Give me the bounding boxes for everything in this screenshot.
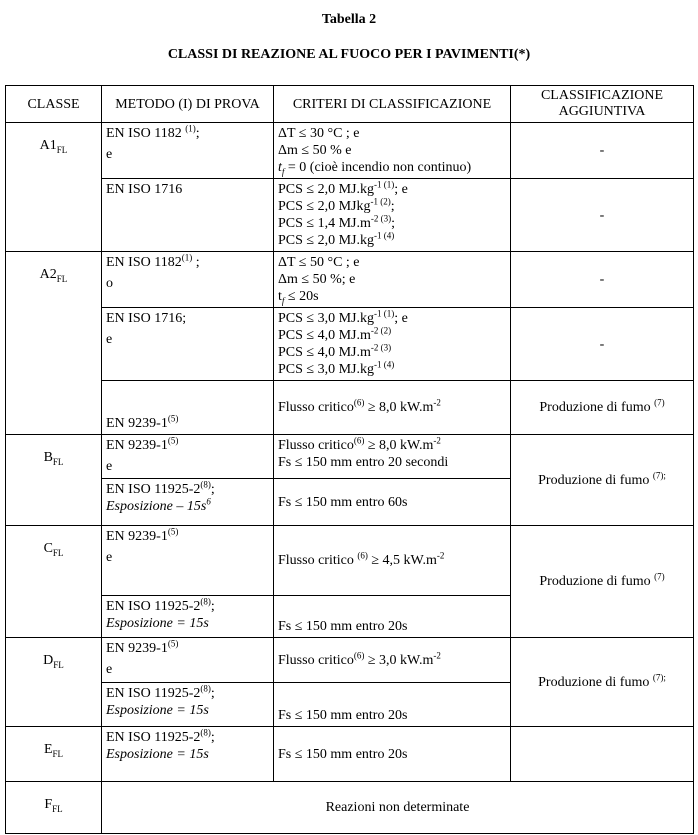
criteria-cell: ΔT ≤ 50 °C ; e Δm ≤ 50 %; e $t_f \le 20s$: [274, 252, 511, 308]
method-cell: EN ISO 11925-2$^{(8)}$; Esposizione = 15s: [102, 727, 274, 782]
class-c: $C_{FL}$: [6, 526, 102, 638]
class-a1: $A1_{FL}$: [6, 123, 102, 252]
criteria-cell: Flusso critico$^{(6)}$ ≥ 8,0 $kW.m^{-2}$ Fs ≤ 150 mm entro 20 secondi: [274, 435, 511, 479]
extra-cell: Produzione di fumo $^{(7)}$: [511, 381, 694, 435]
header-criteri: CRITERI DI CLASSIFICAZIONE: [274, 86, 511, 123]
extra-cell: -: [511, 308, 694, 381]
criteria-cell: PCS ≤ 3,0 $MJ.kg^{-1 (1)}$; e PCS ≤ 4,0 $MJ.m^{-2 (2)}$ PCS ≤ 4,0 $MJ.m^{-2 (3)}$ PCS ≤ 3,0 $MJ.kg^{-1 (4)}$: [274, 308, 511, 381]
method-cell: EN ISO 11925-2$^{(8)}$; Esposizione = 15s: [102, 596, 274, 638]
fire-classes-table: [5, 85, 694, 834]
criteria-cell: Fs ≤ 150 mm entro 20s: [274, 596, 511, 638]
method-cell: EN ISO 1716: [102, 179, 274, 252]
class-b: $B_{FL}$: [6, 435, 102, 526]
table-number: Tabella 2: [321, 12, 377, 27]
extra-cell: Produzione di fumo $^{(7)}$: [511, 526, 694, 638]
criteria-cell: Flusso critico$^{(6)}$ ≥ 3,0 $kW.m^{-2}$: [274, 638, 511, 683]
criteria-cell: PCS ≤ 2,0 $MJ.kg^{-1 (1)}$; e PCS ≤ 2,0 MJkg$^{-1 (2)}$; PCS ≤ 1,4 $MJ.m^{-2 (3)}$; PCS ≤ 2,0 $MJ.kg^{-1 (4)}$: [274, 179, 511, 252]
extra-cell: [511, 727, 694, 782]
extra-cell: -: [511, 123, 694, 179]
criteria-cell: ΔT ≤ 30 °C ; e Δm ≤ 50 % e $t_f = 0$ (cioè incendio non continuo): [274, 123, 511, 179]
extra-cell: Produzione di fumo $^{(7);}$: [511, 638, 694, 727]
class-d: $D_{FL}$: [6, 638, 102, 727]
criteria-cell: Fs ≤ 150 mm entro 60s: [274, 479, 511, 526]
method-cell: EN 9239-1$^{(5)}$ e: [102, 638, 274, 683]
table-caption: CLASSI DI REAZIONE AL FUOCO PER I PAVIMENTI(*): [167, 47, 531, 62]
header-classe: CLASSE: [6, 86, 102, 123]
criteria-cell: Fs ≤ 150 mm entro 20s: [274, 727, 511, 782]
class-f: $F_{FL}$: [6, 782, 102, 834]
method-cell: EN ISO 1182$^{(1)}$ ; o: [102, 252, 274, 308]
class-a2: $A2_{FL}$: [6, 252, 102, 435]
extra-cell: -: [511, 252, 694, 308]
header-metodo: METODO (I) DI PROVA: [102, 86, 274, 123]
method-cell: EN ISO 11925-2$^{(8)}$; Esposizione – $15s^6$: [102, 479, 274, 526]
class-e: $E_{FL}$: [6, 727, 102, 782]
f-criteria-cell: Reazioni non determinate: [102, 782, 694, 834]
method-cell: EN ISO 1182 $^{(1)}$; e: [102, 123, 274, 179]
method-cell: EN 9239-1$^{(5)}$: [102, 381, 274, 435]
extra-cell: Produzione di fumo $^{(7);}$: [511, 435, 694, 526]
method-cell: EN ISO 11925-2$^{(8)}$; Esposizione = 15s: [102, 683, 274, 727]
method-cell: EN 9239-1$^{(5)}$ e: [102, 526, 274, 596]
method-cell: EN ISO 1716; e: [102, 308, 274, 381]
criteria-cell: Flusso critico $^{(6)}$ ≥ 4,5 $kW.m^{-2}$: [274, 526, 511, 596]
criteria-cell: Fs ≤ 150 mm entro 20s: [274, 683, 511, 727]
header-classificazione: CLASSIFICAZIONE AGGIUNTIVA: [511, 86, 694, 123]
extra-cell: -: [511, 179, 694, 252]
method-cell: EN 9239-1$^{(5)}$ e: [102, 435, 274, 479]
criteria-cell: Flusso critico$^{(6)}$ ≥ 8,0 $kW.m^{-2}$: [274, 381, 511, 435]
